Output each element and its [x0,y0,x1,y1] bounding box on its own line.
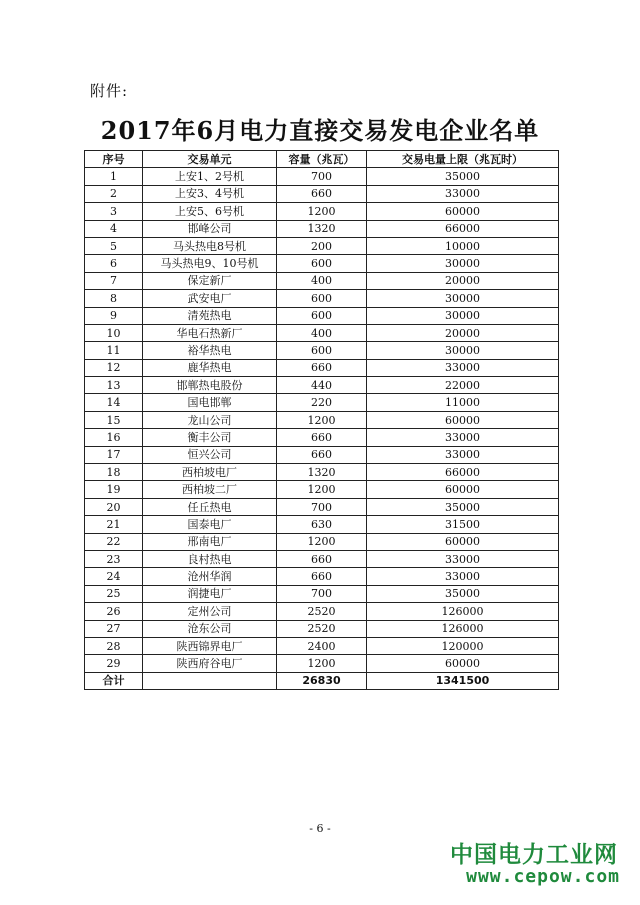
cell-energy-limit: 60000 [367,533,559,550]
cell-energy-limit: 30000 [367,342,559,359]
table-row [85,255,559,272]
cell-seq: 26 [85,603,143,620]
cell-energy-limit: 33000 [367,568,559,585]
cell-capacity: 660 [277,550,367,567]
cell-capacity: 700 [277,498,367,515]
cell-energy-limit: 35000 [367,498,559,515]
cell-seq: 17 [85,446,143,463]
table-row [85,307,559,324]
cell-seq: 23 [85,550,143,567]
table-row [85,359,559,376]
cell-energy-limit: 33000 [367,446,559,463]
cell-unit: 邯峰公司 [143,220,277,237]
table-row [85,290,559,307]
cell-capacity: 600 [277,290,367,307]
table-row [85,185,559,202]
cell-unit: 龙山公司 [143,411,277,428]
cell-unit: 恒兴公司 [143,446,277,463]
cell-unit: 保定新厂 [143,272,277,289]
cell-energy-limit: 126000 [367,603,559,620]
attachment-label: 附件: [90,82,129,100]
table-header-row [85,151,559,168]
cell-seq: 4 [85,220,143,237]
cell-capacity: 2400 [277,637,367,654]
cell-capacity: 1200 [277,203,367,220]
cell-energy-limit: 22000 [367,377,559,394]
cell-capacity: 1200 [277,655,367,672]
cell-capacity: 400 [277,324,367,341]
cell-unit: 良村热电 [143,550,277,567]
table-row [85,568,559,585]
cell-energy-limit: 120000 [367,637,559,654]
table-row [85,637,559,654]
cell-energy-limit: 20000 [367,272,559,289]
cell-unit: 邯郸热电股份 [143,377,277,394]
cell-energy-limit: 35000 [367,585,559,602]
table-row [85,394,559,411]
cell-capacity: 220 [277,394,367,411]
cell-capacity: 630 [277,516,367,533]
cell-energy-limit: 126000 [367,620,559,637]
cell-seq: 7 [85,272,143,289]
cell-seq: 12 [85,359,143,376]
table-row [85,272,559,289]
table-row [85,620,559,637]
cell-unit: 华电石热新厂 [143,324,277,341]
cell-unit: 清苑热电 [143,307,277,324]
cell-unit: 定州公司 [143,603,277,620]
table-row [85,203,559,220]
cell-energy-limit: 31500 [367,516,559,533]
table-row [85,168,559,185]
cell-capacity: 700 [277,585,367,602]
table-row [85,429,559,446]
cell-unit: 沧州华润 [143,568,277,585]
cell-capacity: 200 [277,237,367,254]
table-row [85,481,559,498]
cell-seq: 15 [85,411,143,428]
cell-seq: 3 [85,203,143,220]
cell-capacity: 1320 [277,220,367,237]
watermark-site-name: 中国电力工业网 [450,842,618,868]
cell-seq: 19 [85,481,143,498]
cell-unit: 上安1、2号机 [143,168,277,185]
cell-unit: 陕西府谷电厂 [143,655,277,672]
cell-seq: 8 [85,290,143,307]
cell-capacity: 660 [277,568,367,585]
cell-energy-limit: 30000 [367,307,559,324]
cell-unit: 马头热电8号机 [143,237,277,254]
cell-unit: 裕华热电 [143,342,277,359]
cell-unit: 上安5、6号机 [143,203,277,220]
cell-seq: 29 [85,655,143,672]
table-row [85,655,559,672]
table-row [85,498,559,515]
table-row [85,464,559,481]
cell-energy-limit: 60000 [367,411,559,428]
cell-capacity: 400 [277,272,367,289]
cell-unit: 鹿华热电 [143,359,277,376]
table-row [85,220,559,237]
cell-energy-limit: 35000 [367,168,559,185]
cell-seq: 25 [85,585,143,602]
cell-seq: 10 [85,324,143,341]
cell-unit: 西柏坡二厂 [143,481,277,498]
table-total-row [85,672,559,689]
total-unit [143,672,277,689]
table-row [85,446,559,463]
table-row [85,533,559,550]
cell-unit: 马头热电9、10号机 [143,255,277,272]
cell-capacity: 600 [277,307,367,324]
cell-capacity: 2520 [277,603,367,620]
table-row [85,603,559,620]
page-number: - 6 - [309,822,331,835]
cell-capacity: 660 [277,446,367,463]
cell-seq: 27 [85,620,143,637]
table-body [85,168,559,672]
cell-energy-limit: 60000 [367,481,559,498]
watermark-site-url: www.cepow.com [466,866,620,887]
cell-seq: 13 [85,377,143,394]
header-energy-limit: 交易电量上限（兆瓦时） [367,151,559,168]
cell-energy-limit: 33000 [367,550,559,567]
cell-energy-limit: 60000 [367,203,559,220]
cell-energy-limit: 30000 [367,255,559,272]
cell-seq: 14 [85,394,143,411]
cell-seq: 22 [85,533,143,550]
cell-energy-limit: 33000 [367,429,559,446]
table-row [85,411,559,428]
total-capacity: 26830 [277,672,367,689]
cell-capacity: 1200 [277,533,367,550]
cell-seq: 11 [85,342,143,359]
cell-unit: 邢南电厂 [143,533,277,550]
table-row [85,585,559,602]
cell-energy-limit: 33000 [367,359,559,376]
cell-capacity: 2520 [277,620,367,637]
cell-capacity: 700 [277,168,367,185]
table-row [85,516,559,533]
cell-energy-limit: 66000 [367,220,559,237]
cell-seq: 24 [85,568,143,585]
table-row [85,377,559,394]
cell-seq: 1 [85,168,143,185]
total-label: 合计 [85,672,143,689]
cell-seq: 20 [85,498,143,515]
cell-capacity: 1320 [277,464,367,481]
cell-seq: 21 [85,516,143,533]
cell-unit: 沧东公司 [143,620,277,637]
trading-units-table [84,150,559,690]
header-capacity: 容量（兆瓦） [277,151,367,168]
cell-energy-limit: 10000 [367,237,559,254]
cell-seq: 6 [85,255,143,272]
cell-seq: 2 [85,185,143,202]
total-energy: 1341500 [367,672,559,689]
cell-capacity: 600 [277,342,367,359]
cell-energy-limit: 66000 [367,464,559,481]
cell-seq: 28 [85,637,143,654]
cell-energy-limit: 60000 [367,655,559,672]
cell-capacity: 600 [277,255,367,272]
cell-capacity: 440 [277,377,367,394]
cell-energy-limit: 20000 [367,324,559,341]
cell-unit: 上安3、4号机 [143,185,277,202]
table-row [85,237,559,254]
cell-seq: 16 [85,429,143,446]
cell-capacity: 660 [277,185,367,202]
cell-unit: 润捷电厂 [143,585,277,602]
table-row [85,324,559,341]
header-unit: 交易单元 [143,151,277,168]
cell-energy-limit: 11000 [367,394,559,411]
cell-unit: 国电邯郸 [143,394,277,411]
cell-unit: 任丘热电 [143,498,277,515]
cell-energy-limit: 30000 [367,290,559,307]
table-row [85,550,559,567]
cell-seq: 5 [85,237,143,254]
cell-unit: 国泰电厂 [143,516,277,533]
cell-seq: 18 [85,464,143,481]
cell-unit: 陕西锦界电厂 [143,637,277,654]
cell-capacity: 1200 [277,411,367,428]
cell-energy-limit: 33000 [367,185,559,202]
cell-capacity: 660 [277,359,367,376]
cell-unit: 西柏坡电厂 [143,464,277,481]
cell-unit: 武安电厂 [143,290,277,307]
cell-seq: 9 [85,307,143,324]
cell-capacity: 1200 [277,481,367,498]
page-title: 2017年6月电力直接交易发电企业名单 [100,116,540,145]
header-seq: 序号 [85,151,143,168]
table-row [85,342,559,359]
cell-unit: 衡丰公司 [143,429,277,446]
cell-capacity: 660 [277,429,367,446]
